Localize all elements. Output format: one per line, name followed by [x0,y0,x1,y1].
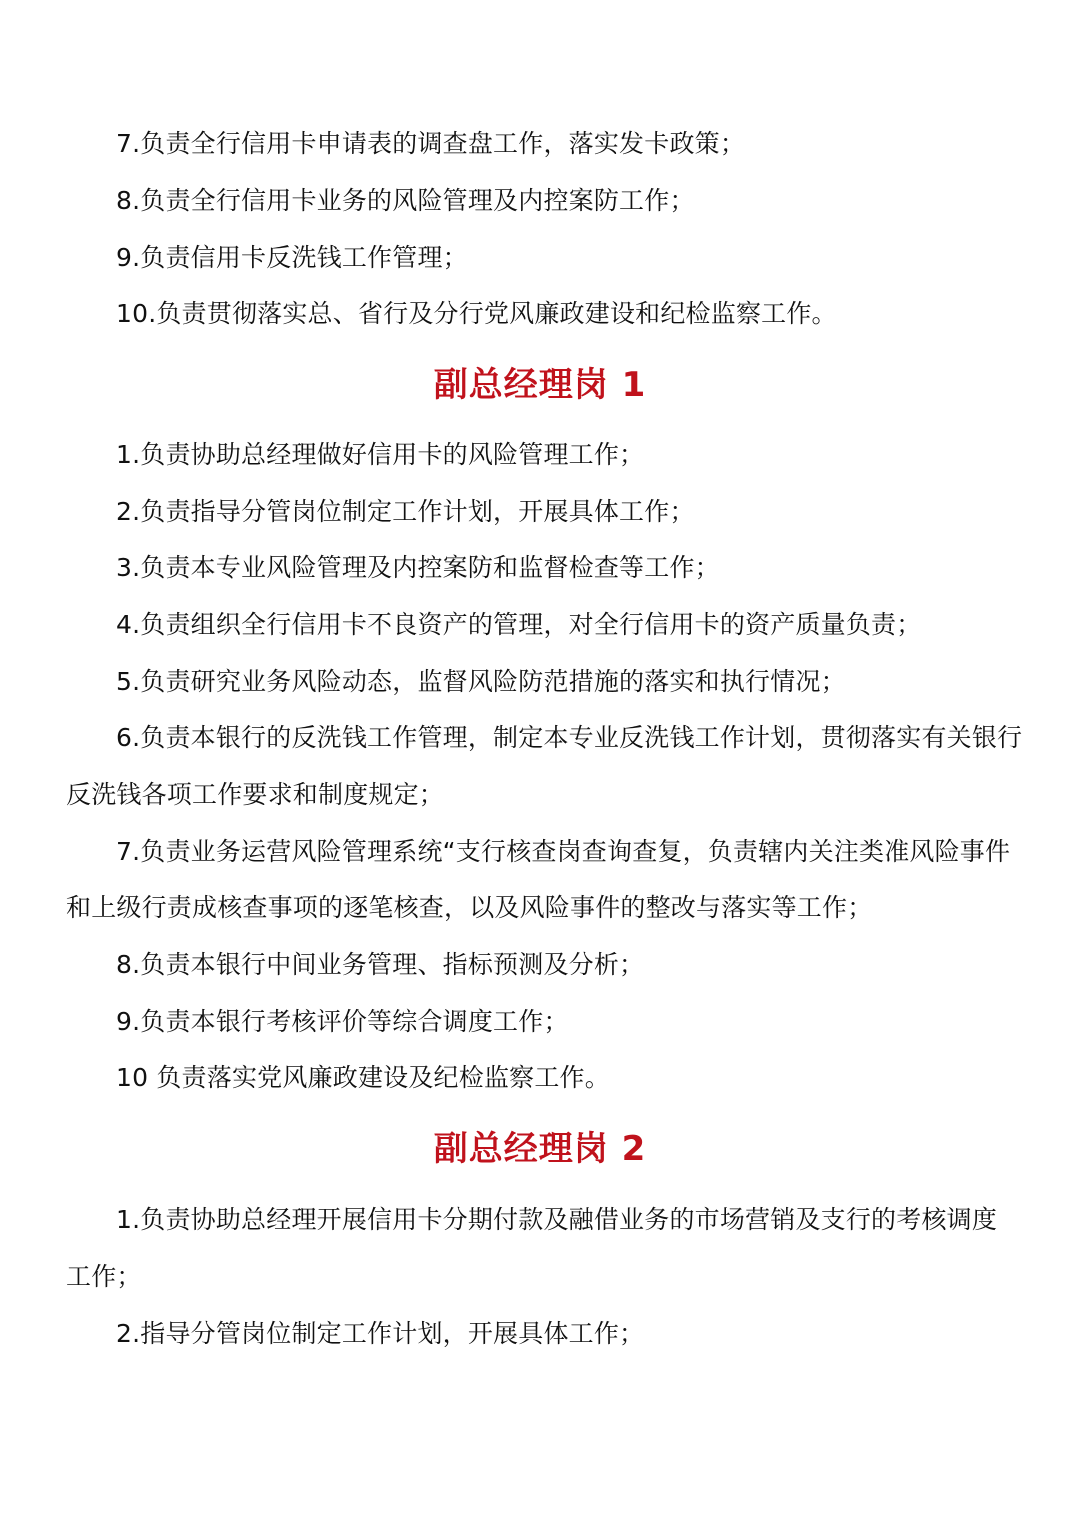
duty-item: 4.负责组织全行信用卡不良资产的管理，对全行信用卡的资产质量负责； [116,610,922,639]
duty-item: 10.负责贯彻落实总、省行及分行党风廉政建设和纪检监察工作。 [116,299,837,328]
duty-item: 2.负责指导分管岗位制定工作计划，开展具体工作； [116,497,695,526]
duty-item-1-line-2: 工作； [66,1262,142,1291]
section-title-deputy-gm-1: 副总经理岗 1 [433,365,647,405]
duty-item: 1.负责协助总经理做好信用卡的风险管理工作； [116,440,645,469]
duty-item: 7.负责全行信用卡申请表的调查盘工作，落实发卡政策； [116,129,746,158]
duty-item: 9.负责本银行考核评价等综合调度工作； [116,1007,569,1036]
duty-item-1-line-1: 1.负责协助总经理开展信用卡分期付款及融借业务的市场营销及支行的考核调度 [116,1205,998,1234]
duty-item: 8.负责全行信用卡业务的风险管理及内控案防工作； [116,186,695,215]
duty-item-6-line-2: 反洗钱各项工作要求和制度规定； [66,780,445,809]
duty-item: 10 负责落实党风廉政建设及纪检监察工作。 [116,1063,610,1092]
section-title-deputy-gm-2: 副总经理岗 2 [433,1129,647,1169]
duty-item: 5.负责研究业务风险动态，监督风险防范措施的落实和执行情况； [116,667,846,696]
duty-item-7-line-2: 和上级行责成核查事项的逐笔核查，以及风险事件的整改与落实等工作； [66,893,873,922]
duty-item: 2.指导分管岗位制定工作计划，开展具体工作； [116,1319,645,1348]
duty-item: 9.负责信用卡反洗钱工作管理； [116,243,468,272]
duty-item: 3.负责本专业风险管理及内控案防和监督检查等工作； [116,553,720,582]
duty-item-7-line-1: 7.负责业务运营风险管理系统“支行核查岗查询查复，负责辖内关注类准风险事件 [116,837,1011,866]
duty-item-6-line-1: 6.负责本银行的反洗钱工作管理，制定本专业反洗钱工作计划，贯彻落实有关银行 [116,723,1023,752]
duty-item: 8.负责本银行中间业务管理、指标预测及分析； [116,950,645,979]
